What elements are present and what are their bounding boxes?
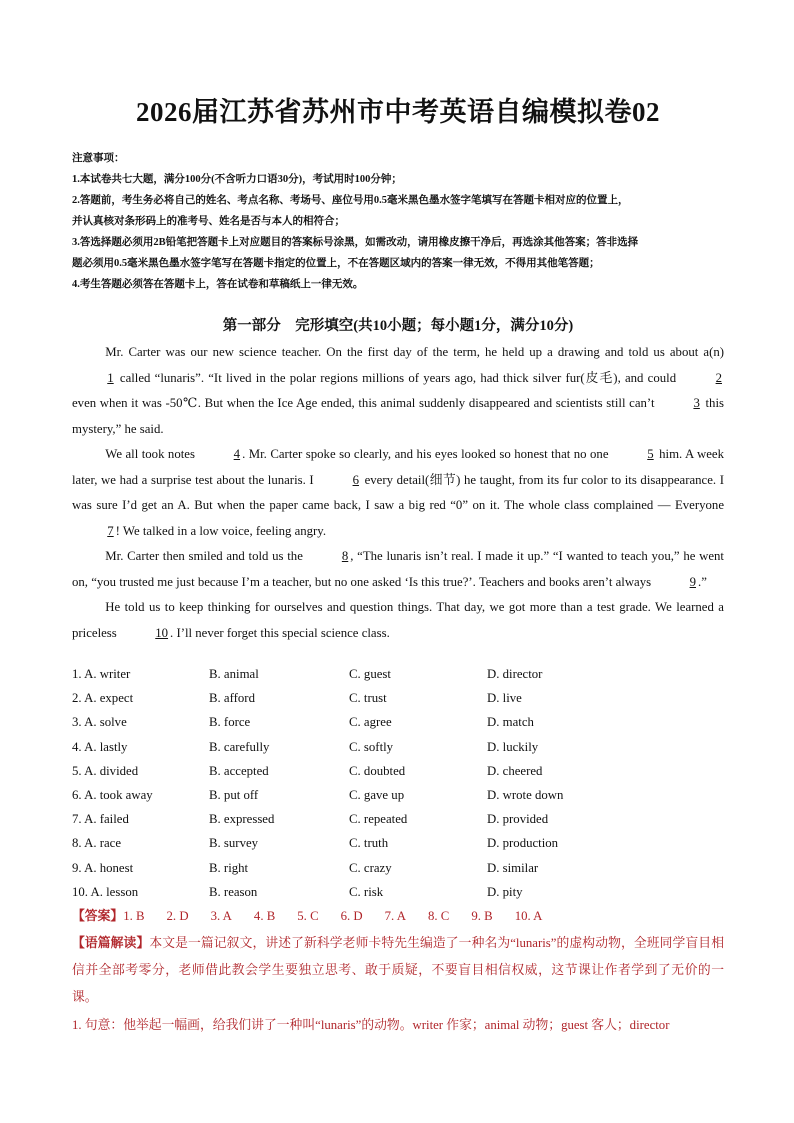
notice-item: 并认真核对条形码上的准考号、姓名是否与本人的相符合； bbox=[72, 216, 345, 227]
option-b: B. animal bbox=[209, 667, 259, 681]
option-row bbox=[72, 662, 724, 686]
passage-text: , “The lunaris isn’t real. I made it up.” “I wanted to teach you,” he went on, “you trusted me just because I’m a teacher, but no one asked ‘Is this true?’. Teachers and books aren’t always bbox=[72, 549, 724, 589]
notice-block bbox=[72, 148, 724, 295]
option-row bbox=[72, 880, 724, 904]
passage-paragraph bbox=[72, 340, 724, 442]
passage-text: . I’ll never forget this special science class. bbox=[170, 625, 390, 640]
cloze-passage bbox=[72, 340, 724, 646]
option-a: 3. A. solve bbox=[72, 715, 127, 730]
option-d: D. production bbox=[487, 836, 559, 851]
passage-text: He told us to keep thinking for ourselves and question things. That day, we got more than a test grade. We learned a priceless bbox=[72, 600, 724, 640]
option-a: 1. A. writer bbox=[72, 667, 131, 681]
blank-5: 5 bbox=[647, 447, 654, 461]
explanation-line: 1. 句意：他举起一幅画，给我们讲了一种叫“lunaris”的动物。writer 作家；animal 动物；guest 客人；director bbox=[72, 1018, 670, 1032]
option-b: B. put off bbox=[209, 787, 259, 802]
answer-item: 10. A bbox=[514, 909, 543, 923]
passage-text: this mystery,” he said. bbox=[72, 396, 724, 436]
option-c: C. trust bbox=[349, 691, 387, 706]
analysis-tag: 【语篇解读】 bbox=[72, 936, 150, 950]
blank-2: 2 bbox=[715, 370, 722, 385]
option-b: B. survey bbox=[209, 836, 259, 851]
option-row bbox=[72, 759, 724, 783]
passage-paragraph bbox=[72, 442, 724, 544]
answer-item: 1. B bbox=[123, 909, 145, 923]
passage-paragraph bbox=[72, 544, 724, 595]
blank-7: 7 bbox=[107, 523, 114, 538]
option-row bbox=[72, 710, 724, 734]
option-c: C. repeated bbox=[349, 812, 408, 827]
option-a: 9. A. honest bbox=[72, 860, 134, 875]
passage-text: . Mr. Carter spoke so clearly, and his eyes looked so honest that no one bbox=[242, 447, 612, 461]
option-c: C. crazy bbox=[349, 860, 392, 875]
passage-text: .” bbox=[698, 574, 707, 589]
answer-item: 6. D bbox=[340, 909, 363, 923]
option-c: C. risk bbox=[349, 884, 384, 899]
option-d: D. wrote down bbox=[487, 787, 564, 802]
option-c: C. guest bbox=[349, 667, 391, 681]
option-c: C. doubted bbox=[349, 763, 406, 778]
blank-3: 3 bbox=[693, 396, 700, 410]
option-b: B. force bbox=[209, 715, 251, 730]
passage-text: ! We talked in a low voice, feeling angry. bbox=[115, 523, 327, 538]
passage-text: Mr. Carter was our new science teacher. On the first day of the term, he held up a drawing and told us about a(n) bbox=[105, 345, 724, 359]
option-d: D. luckily bbox=[487, 739, 539, 754]
answer-item: 2. D bbox=[166, 909, 189, 923]
answer-item: 8. C bbox=[428, 909, 450, 923]
passage-text: him. A week later, we had a surprise test about the lunaris. I bbox=[72, 447, 724, 487]
option-a: 5. A. divided bbox=[72, 763, 139, 778]
passage-text: even when it was -50℃. But when the Ice Age ended, this animal suddenly disappeared and scientists still can’t bbox=[72, 396, 659, 410]
notice-item: 2.答题前，考生务必将自己的姓名、考点名称、考场号、座位号用0.5毫米黑色墨水签字笔填写在答题卡相对应的位置上， bbox=[72, 195, 629, 206]
answer-item: 3. A bbox=[210, 909, 232, 923]
blank-1: 1 bbox=[107, 370, 114, 385]
option-a: 7. A. failed bbox=[72, 812, 129, 827]
answer-item: 9. B bbox=[471, 909, 493, 923]
notice-item: 1.本试卷共七大题，满分100分(不含听力口语30分)，考试用时100分钟； bbox=[72, 174, 402, 185]
notice-item: 4.考生答题必须答在答题卡上，答在试卷和草稿纸上一律无效。 bbox=[72, 279, 364, 290]
blank-6: 6 bbox=[352, 472, 359, 487]
passage-text: Mr. Carter then smiled and told us the bbox=[105, 549, 307, 563]
notice-item: 3.答选择题必须用2B铅笔把答题卡上对应题目的答案标号涂黑，如需改动，请用橡皮擦干净后，再选涂其他答案；答非选择 bbox=[72, 237, 639, 248]
passage-paragraph bbox=[72, 595, 724, 646]
option-b: B. accepted bbox=[209, 763, 269, 778]
option-a: 2. A. expect bbox=[72, 691, 134, 706]
notice-heading: 注意事项： bbox=[72, 153, 125, 164]
passage-text: every detail(细节) he taught, from its fur color to its disappearance. I was sure I’d get an A. But when the paper came back, I saw a big red “0” on it. The whole class complained — Everyone bbox=[72, 472, 724, 512]
options-list bbox=[72, 662, 724, 904]
option-b: B. right bbox=[209, 860, 249, 875]
option-b: B. expressed bbox=[209, 812, 275, 827]
passage-analysis bbox=[72, 930, 724, 1011]
page-title: 2026届江苏省苏州市中考英语自编模拟卷02 bbox=[136, 97, 660, 127]
option-b: B. afford bbox=[209, 691, 255, 706]
option-d: D. cheered bbox=[487, 763, 543, 778]
blank-9: 9 bbox=[689, 574, 696, 589]
section-heading: 第一部分 完形填空(共10小题；每小题1分，满分10分) bbox=[222, 318, 574, 334]
answer-item: 7. A bbox=[384, 909, 406, 923]
answer-key bbox=[72, 904, 724, 928]
option-row bbox=[72, 686, 724, 710]
option-d: D. director bbox=[487, 667, 543, 681]
option-row bbox=[72, 735, 724, 759]
option-d: D. live bbox=[487, 691, 522, 706]
answer-item: 4. B bbox=[253, 909, 276, 923]
option-d: D. provided bbox=[487, 812, 549, 827]
option-row bbox=[72, 856, 724, 880]
option-b: B. carefully bbox=[209, 739, 270, 754]
answer-item: 5. C bbox=[297, 909, 319, 923]
blank-8: 8 bbox=[341, 549, 349, 563]
option-c: C. softly bbox=[349, 739, 394, 754]
option-a: 8. A. race bbox=[72, 836, 122, 851]
option-c: C. gave up bbox=[349, 787, 405, 802]
option-d: D. match bbox=[487, 715, 534, 730]
option-d: D. similar bbox=[487, 860, 539, 875]
blank-4: 4 bbox=[233, 447, 241, 461]
option-a: 6. A. took away bbox=[72, 787, 153, 802]
option-c: C. agree bbox=[349, 715, 392, 730]
answer-tag: 【答案】 bbox=[72, 909, 124, 923]
blank-10: 10 bbox=[155, 625, 169, 640]
option-c: C. truth bbox=[349, 836, 389, 851]
option-d: D. pity bbox=[487, 884, 523, 899]
notice-item: 题必须用0.5毫米黑色墨水签字笔写在答题卡指定的位置上，不在答题区域内的答案一律无效，不得用其他笔答题； bbox=[72, 258, 600, 269]
option-row bbox=[72, 831, 724, 855]
passage-text: called “lunaris”. “It lived in the polar regions millions of years ago, had thick silver fur(皮毛), and could bbox=[115, 370, 681, 385]
analysis-text: 本文是一篇记叙文，讲述了新科学老师卡特先生编造了一种名为“lunaris”的虚构动物，全班同学盲目相信并全部考零分，老师借此教会学生要独立思考、敢于质疑，不要盲目相信权威，这节课让作者学到了无价的一课。 bbox=[72, 936, 724, 1004]
option-a: 4. A. lastly bbox=[72, 739, 128, 754]
passage-text: We all took notes bbox=[105, 447, 199, 461]
option-b: B. reason bbox=[209, 884, 258, 899]
option-a: 10. A. lesson bbox=[72, 884, 139, 899]
option-row bbox=[72, 807, 724, 831]
option-row bbox=[72, 783, 724, 807]
